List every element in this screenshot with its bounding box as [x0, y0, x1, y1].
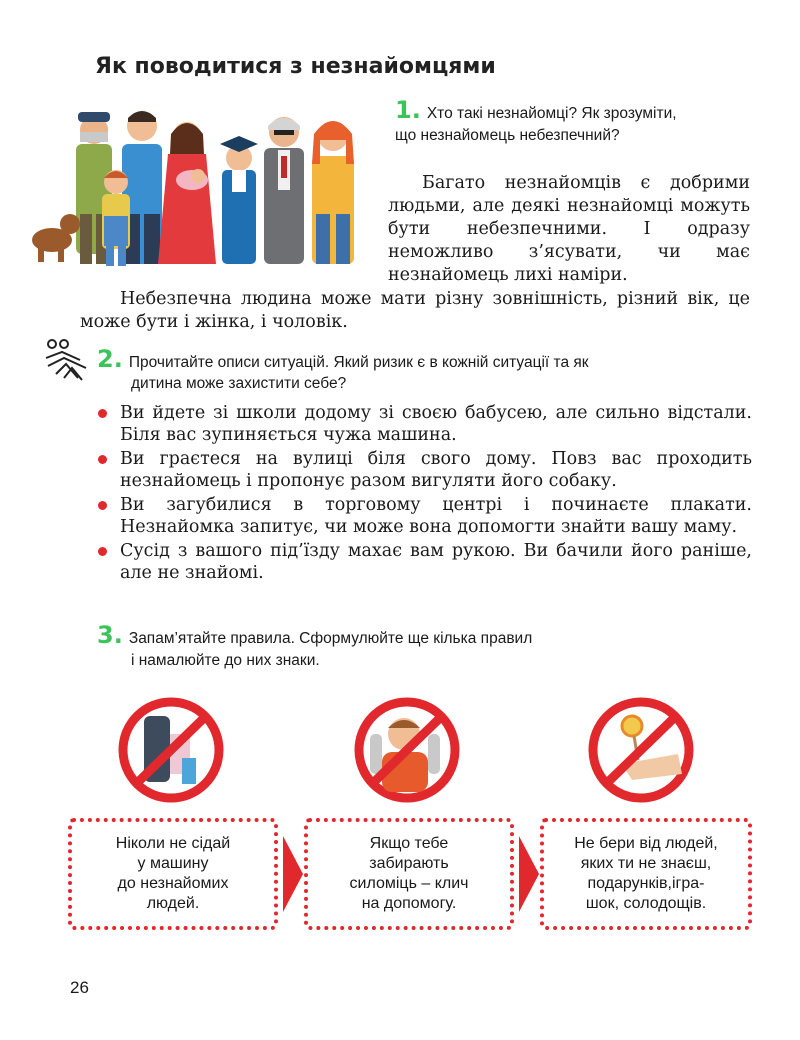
boy-figure	[102, 170, 130, 266]
bullet-icon	[98, 501, 107, 510]
paragraph-danger: Небезпечна людина може мати різну зовнішність, різний вік, це може бути і жінка, і чоловік.	[80, 289, 750, 332]
task-3-line2: і намалюйте до них знаки.	[131, 652, 320, 669]
no-force-sign-icon	[348, 694, 466, 806]
rule-box	[304, 818, 514, 930]
rule-line: у машину	[137, 855, 209, 872]
task-2-number: 2.	[97, 345, 123, 373]
situation-text: Ви загубилися в торговому центрі і починаєте плакати. Незнайомка запитує, чи може вона допомогти знайти вашу маму.	[120, 495, 752, 537]
task-1-number: 1.	[395, 96, 421, 124]
no-candy-sign-icon	[582, 694, 700, 806]
paragraph-strangers: Багато незнайомців є добрими людьми, але деякі незнайомці можуть бути небезпечними. І одразу неможливо з’ясувати, чи має незнайомець лихі наміри.	[388, 173, 750, 285]
graduate-figure	[220, 136, 258, 264]
bullet-icon	[98, 547, 107, 556]
situations-list	[96, 402, 752, 586]
dog-figure	[32, 214, 80, 262]
situation-text: Ви йдете зі школи додому зі своєю бабусею, але сильно відстали. Біля вас зупиняється чужа машина.	[120, 403, 752, 445]
list-item	[96, 448, 752, 492]
task-3-number: 3.	[97, 621, 123, 649]
list-item	[96, 494, 752, 538]
rule-line: Не бери від людей,	[574, 835, 718, 852]
rule-line: до незнайомих	[117, 875, 229, 892]
situation-text: Сусід з вашого під’їзду махає вам рукою. Ви бачили його раніше, але не знайомі.	[120, 541, 752, 583]
arrow-right-icon	[283, 836, 303, 912]
rule-line: силоміць – клич	[349, 875, 469, 892]
rule-line: людей.	[146, 895, 200, 912]
pair-work-icon	[42, 338, 94, 382]
list-item	[96, 402, 752, 446]
bullet-icon	[98, 409, 107, 418]
family-illustration	[28, 104, 374, 270]
arrow-right-icon	[519, 836, 539, 912]
rule-line: Якщо тебе	[369, 835, 449, 852]
situation-text: Ви граєтеся на вулиці біля свого дому. Повз вас проходить незнайомець і пропонує разом вигуляти його собаку.	[120, 449, 752, 491]
task-1	[395, 98, 755, 147]
rule-line: шок, солодощів.	[585, 895, 707, 912]
list-item	[96, 540, 752, 584]
rule-line: на допомогу.	[361, 895, 457, 912]
task-1-line2: що незнайомець небезпечний?	[395, 127, 620, 144]
no-car-sign-icon	[112, 694, 230, 806]
task-2-line1: Прочитайте описи ситуацій. Який ризик є в кожній ситуації та як	[128, 354, 589, 371]
bullet-icon	[98, 455, 107, 464]
rule-line: Ніколи не сідай	[115, 835, 231, 852]
page-number: 26	[70, 978, 89, 997]
mother-figure	[158, 122, 216, 264]
woman-figure	[312, 121, 354, 264]
rule-line: забирають	[369, 855, 449, 872]
grandfather-figure	[264, 117, 304, 264]
task-3	[97, 623, 697, 672]
task-2	[97, 347, 757, 394]
rule-box	[68, 818, 278, 930]
rule-box	[540, 818, 752, 930]
rule-line: яких ти не знаєш,	[580, 855, 712, 872]
page-title: Як поводитися з незнайомцями	[95, 54, 496, 79]
task-2-line2: дитина може захистити себе?	[131, 375, 347, 392]
task-1-line1: Хто такі незнайомці? Як зрозуміти,	[426, 105, 677, 122]
task-3-line1: Запам’ятайте правила. Сформулюйте ще кілька правил	[128, 630, 533, 647]
rule-line: подарунків,ігра-	[587, 875, 705, 892]
